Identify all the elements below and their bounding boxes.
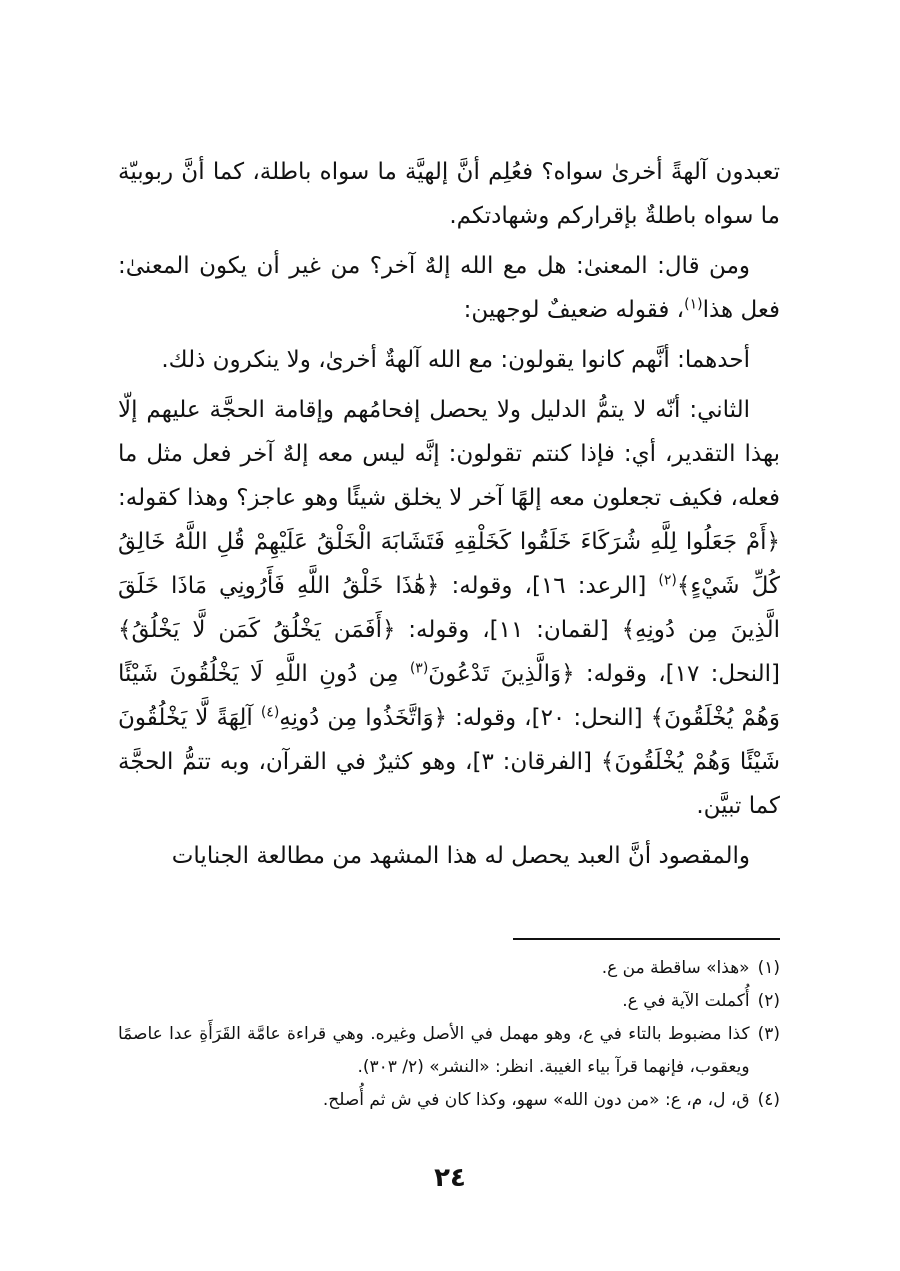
footnote-4-text: ق، ل، م، ع: «من دون الله» سهو، وكذا كان في ش ثم أُصلح.	[322, 1090, 750, 1110]
paragraph-4-text-b: [الرعد: ١٦]، وقوله: ﴿هَٰذَا خَلْقُ اللَّهِ فَأَرُونِي مَاذَا خَلَقَ الَّذِينَ مِن دُونِهِ﴾ [لقمان: ١١]، وقوله: ﴿أَفَمَن يَخْلُقُ كَمَن لَّا يَخْلُقُ﴾ [النحل: ١٧]، وقوله: ﴿وَالَّذِينَ تَدْعُونَ	[118, 573, 781, 687]
footnote-ref-2[interactable]: (٢)	[658, 572, 677, 589]
footnote-1-text: «هذا» ساقطة من ع.	[601, 958, 750, 978]
footnote-2-number: (٢)	[757, 991, 780, 1011]
footnote-ref-1[interactable]: (١)	[684, 296, 703, 313]
paragraph-2	[118, 244, 780, 332]
paragraph-5	[118, 834, 780, 878]
footnote-3-number: (٣)	[757, 1024, 780, 1044]
paragraph-1	[118, 150, 780, 238]
footnote-4	[118, 1084, 780, 1117]
footnote-3-text: كذا مضبوط بالتاء في ع، وهو مهمل في الأصل وغيره. وهي قراءة عامَّة القَرَأَةِ عدا عاصمًا ويعقوب، فإنهما قرآ بياء الغيبة. انظر: «النشر» (٢/ ٣٠٣).	[118, 1024, 750, 1077]
footnote-1-number: (١)	[757, 958, 780, 978]
footnote-2-text: أُكملت الآية في ع.	[622, 991, 750, 1011]
paragraph-3	[118, 338, 780, 382]
main-text	[118, 150, 780, 884]
paragraph-1-text: تعبدون آلهةً أخرىٰ سواه؟ فعُلِم أنَّ إلهيَّة ما سواه باطلة، كما أنَّ ربوبيّة ما سواه باطلةٌ بإقراركم وشهادتكم.	[118, 159, 780, 229]
paragraph-4-text-d: آلِهَةً لَّا يَخْلُقُونَ شَيْئًا وَهُمْ يُخْلَقُونَ﴾ [الفرقان: ٣]، وهو كثيرٌ في القرآن، وبه تتمُّ الحجَّة كما تبيَّن.	[118, 705, 780, 819]
paragraph-5-text: والمقصود أنَّ العبد يحصل له هذا المشهد من مطالعة الجنايات	[171, 843, 750, 869]
footnote-separator	[513, 938, 780, 940]
footnotes	[118, 952, 780, 1117]
paragraph-3-text: أحدهما: أنَّهم كانوا يقولون: مع الله آلهةٌ أخرىٰ، ولا ينكرون ذلك.	[161, 347, 750, 373]
footnote-ref-3[interactable]: (٣)	[409, 660, 429, 677]
footnote-ref-4[interactable]: (٤)	[260, 704, 280, 721]
paragraph-2-text-b: ، فقوله ضعيفٌ لوجهين:	[463, 297, 685, 323]
footnote-4-number: (٤)	[757, 1090, 780, 1110]
footnote-3	[118, 1018, 780, 1084]
page-number: ٢٤	[434, 1163, 466, 1193]
paragraph-4-text-c: مِن دُونِ اللَّهِ لَا يَخْلُقُونَ شَيْئًا وَهُمْ يُخْلَقُونَ﴾ [النحل: ٢٠]، وقوله: ﴿وَاتَّخَذُوا مِن دُونِهِ	[118, 661, 780, 731]
footnote-2	[118, 985, 780, 1018]
paragraph-4	[118, 388, 780, 828]
paragraph-4-text-a: الثاني: أنّه لا يتمُّ الدليل ولا يحصل إفحامُهم وإقامة الحجَّة عليهم إلّا بهذا التقدير، أي: فإذا كنتم تقولون: إنَّه ليس معه إلهٌ آخر فعل مثل ما فعله، فكيف تجعلون معه إلهًا آخر لا يخلق شيئًا وهو عاجز؟ وهذا كقوله: ﴿أَمْ جَعَلُوا لِلَّهِ شُرَكَاءَ خَلَقُوا كَخَلْقِهِ فَتَشَابَهَ الْخَلْقُ عَلَيْهِمْ قُلِ اللَّهُ خَالِقُ كُلِّ شَيْءٍ﴾	[118, 397, 780, 599]
paragraph-2-text-a: ومن قال: المعنىٰ: هل مع الله إلهٌ آخر؟ من غير أن يكون المعنىٰ: فعل هذا	[118, 253, 780, 323]
footnote-1	[118, 952, 780, 985]
